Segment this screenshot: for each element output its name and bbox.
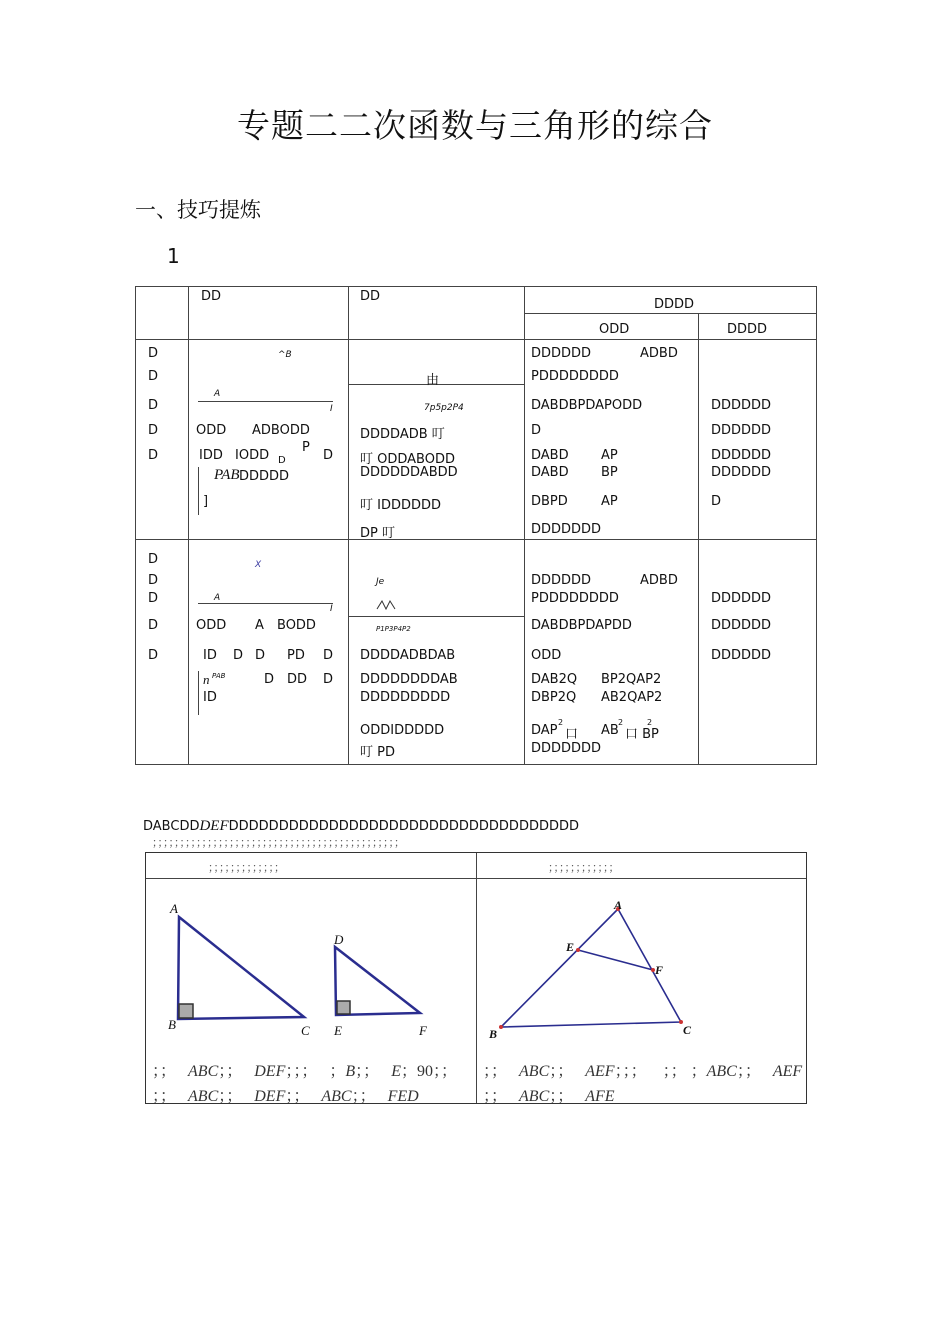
- cell-text: AP: [601, 448, 618, 463]
- cell-text: n: [203, 672, 210, 687]
- vertex-label: E: [334, 1023, 342, 1038]
- figure-label: X: [255, 560, 262, 570]
- cell-text: PAB: [214, 467, 240, 483]
- table-header-left: ；；；；；；；；；；；；；: [208, 861, 285, 874]
- vertex-label: C: [683, 1023, 692, 1037]
- cell-text: D: [711, 494, 722, 509]
- cell-text: ODDIDDDDD: [360, 723, 445, 738]
- summary-table: [135, 286, 817, 765]
- cell-text: 叮 IDDDDDD: [360, 498, 442, 513]
- cell-text: P: [302, 440, 310, 455]
- figure-label: ^B: [278, 350, 292, 360]
- cell-text: 2: [558, 718, 564, 727]
- vertex-label: F: [655, 963, 664, 977]
- cell-text: DDDDD: [239, 469, 290, 484]
- row-label: D: [148, 618, 159, 633]
- vertex-label: B: [168, 1017, 176, 1032]
- cell-text: D: [264, 672, 275, 687]
- item-number: 1: [167, 244, 180, 268]
- vertex-label: B: [489, 1027, 498, 1041]
- cell-text: DAB2Q: [531, 672, 578, 687]
- intro-line: DABCDDDEFDDDDDDDDDDDDDDDDDDDDDDDDDDDDDDDDDDD: [143, 818, 579, 834]
- cell-text: DDDDDDABDD: [360, 465, 458, 480]
- page-title: 专题二二次函数与三角形的综合: [237, 106, 713, 145]
- figure-sketch: [376, 599, 396, 611]
- cell-text: DP 叮: [360, 526, 395, 541]
- cell-text: 口 BP: [625, 727, 659, 742]
- caption-right-line2: ；； ABC；； AFE: [483, 1088, 615, 1105]
- cell-text: DDDDDDD: [531, 741, 602, 756]
- row-label: D: [148, 369, 159, 384]
- cell-text: 叮 PD: [360, 745, 395, 760]
- cell-text: DDDDADBDAB: [360, 648, 456, 663]
- cell-text: PAB: [212, 672, 226, 680]
- cell-text: ADBD: [640, 346, 678, 361]
- vertex-label: E: [566, 940, 575, 954]
- cell-text: DDDDDD: [711, 648, 772, 663]
- table-header-right: ；；；；；；；；；；；；: [548, 861, 620, 874]
- cell-text: DDDDDDD: [531, 522, 602, 537]
- figure-label: Je: [376, 577, 385, 587]
- cell-text: DDDDDD: [711, 591, 772, 606]
- cell-text: IODD: [235, 448, 270, 463]
- row-label: D: [148, 423, 159, 438]
- cell-text: 口: [565, 727, 579, 742]
- cell-text: DABD: [531, 465, 569, 480]
- cell-text: DDDDDD: [711, 465, 772, 480]
- cell-text: BODD: [277, 618, 316, 633]
- row-label: D: [148, 398, 159, 413]
- cell-text: ADBODD: [252, 423, 310, 438]
- cell-text: AB: [601, 723, 619, 738]
- cell-text: 叮 ODDABODD: [360, 452, 455, 467]
- cell-text: ID: [203, 648, 217, 663]
- cell-text: ODD: [196, 618, 227, 633]
- cell-text: A: [255, 618, 264, 633]
- row-label: D: [148, 573, 159, 588]
- cell-text: ODD: [531, 648, 562, 663]
- figure-label: A: [214, 389, 221, 399]
- cell-text: DD: [287, 672, 308, 687]
- figure-label: A: [214, 593, 221, 603]
- vertex-label: F: [419, 1023, 427, 1038]
- cell-text: ID: [203, 690, 217, 705]
- row-label: D: [148, 648, 159, 663]
- section-heading: 一、技巧提炼: [135, 198, 261, 222]
- cell-text: DDDDDDDDAB: [360, 672, 458, 687]
- garbled-line: ；；；；；；；；；；；；；；；；；；；；；；；；；；；；；；；；；；；；；；；；；；；；；: [152, 836, 405, 849]
- cell-text: PDDDDDDDD: [531, 591, 619, 606]
- cell-text: DABD: [531, 448, 569, 463]
- cell-text: ODD: [196, 423, 227, 438]
- cell-text: DDDDDD: [711, 423, 772, 438]
- vertex-label: C: [301, 1023, 310, 1038]
- cell-text: DABDBPDAPODD: [531, 398, 643, 413]
- figure-label: I: [330, 404, 333, 414]
- cell-text: PD: [287, 648, 305, 663]
- cell-text: D: [323, 648, 334, 663]
- cell-text: AB2QAP2: [601, 690, 663, 705]
- cell-text: D: [323, 448, 334, 463]
- cell-text: DDDDADB 叮: [360, 427, 445, 442]
- vertex-label: A: [170, 901, 178, 916]
- table-header-cell: DD: [360, 289, 381, 304]
- cell-text: IDD: [199, 448, 223, 463]
- cell-text: ADBD: [640, 573, 678, 588]
- figure-label: P1P3P4P2: [376, 625, 411, 633]
- caption-right-line1: ；； ABC；； AEF；；； ；； ；ABC；； AEF: [483, 1063, 803, 1080]
- cell-text: DDDDDD: [711, 398, 772, 413]
- cell-text: DDDDDDDDD: [360, 690, 451, 705]
- cell-text: DDDDDD: [711, 618, 772, 633]
- cell-text: D: [255, 648, 266, 663]
- vertex-label: A: [614, 898, 623, 912]
- row-label: D: [148, 346, 159, 361]
- cell-text: AP: [601, 494, 618, 509]
- cell-text: D: [278, 455, 286, 466]
- cell-text: D: [233, 648, 244, 663]
- caption-left-line2: ；； ABC；； DEF；； ABC；； FED: [152, 1088, 419, 1105]
- cell-text: D: [531, 423, 542, 438]
- row-label: D: [148, 448, 159, 463]
- table-header-cell: DDDD: [727, 322, 768, 337]
- cell-text: DBP2Q: [531, 690, 577, 705]
- cell-text: 2: [647, 718, 653, 727]
- cell-text: DAP: [531, 723, 558, 738]
- table-header-cell: ODD: [599, 322, 630, 337]
- table-header-cell: DDDD: [654, 297, 695, 312]
- cell-text: DBPD: [531, 494, 568, 509]
- figure-label: I: [330, 604, 333, 614]
- cell-text: 由: [426, 373, 440, 388]
- caption-left-line1: ；； ABC；； DEF；；； ；B；； E；90；；: [152, 1063, 457, 1080]
- cell-text: PDDDDDDDD: [531, 369, 619, 384]
- cell-text: D: [323, 672, 334, 687]
- row-label: D: [148, 591, 159, 606]
- cell-text: DABDBPDAPDD: [531, 618, 632, 633]
- vertex-label: D: [334, 932, 344, 947]
- cell-text: ]: [203, 494, 209, 509]
- table-header-cell: DD: [201, 289, 222, 304]
- cell-text: DDDDDD: [711, 448, 772, 463]
- cell-text: DDDDDD: [531, 346, 592, 361]
- cell-text: BP: [601, 465, 618, 480]
- similar-triangles-figure: [477, 879, 807, 1059]
- cell-text: DDDDDD: [531, 573, 592, 588]
- triangle-figure-table: [145, 852, 807, 1104]
- cell-text: 2: [618, 718, 624, 727]
- cell-text: BP2QAP2: [601, 672, 662, 687]
- figure-label: 7p5p2P4: [424, 403, 464, 413]
- row-label: D: [148, 552, 159, 567]
